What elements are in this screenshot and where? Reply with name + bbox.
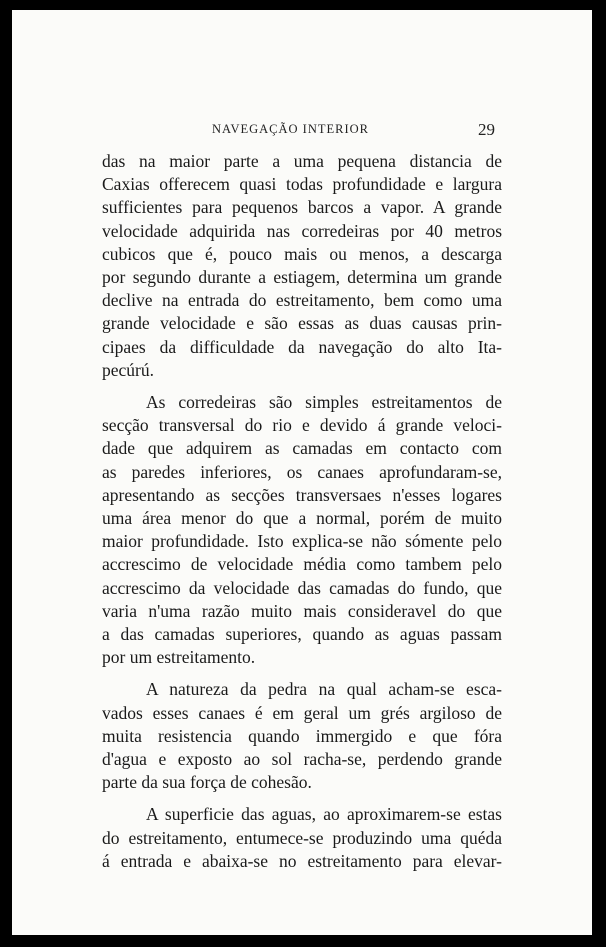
text-line: secção transversal do rio e devido á grande veloci- [102, 415, 502, 436]
text-line: á entrada e abaixa-se no estreitamento para elevar- [102, 850, 502, 871]
text-line: das na maior parte a uma pequena distancia de [102, 151, 502, 171]
text-line: do estreitamento, entumece-se produzindo uma quéda [102, 827, 502, 848]
text-line: velocidade adquirida nas corredeiras por 40 metros [102, 220, 502, 241]
text-line: cubicos que é, pouco mais ou menos, a descarga [102, 243, 502, 264]
body-text [102, 150, 502, 873]
text-line: As corredeiras são simples estreitamentos de [146, 392, 502, 413]
text-line: accrescimo de velocidade média como tambem pelo [102, 554, 502, 575]
text-line: accrescimo da velocidade das camadas do fundo, que [102, 577, 502, 598]
book-page [12, 10, 592, 935]
text-line: por segundo durante a estiagem, determina um grande [102, 267, 502, 288]
text-line: A superficie das aguas, ao aproximarem-se estas [146, 804, 502, 825]
paragraph [102, 391, 502, 669]
text-line: Caxias offerecem quasi todas profundidade e largura [102, 174, 502, 195]
text-line: maior profundidade. Isto explica-se não sómente pelo [102, 531, 502, 552]
text-line: varia n'uma razão muito mais consideravel do que [102, 600, 502, 621]
text-line: sufficientes para pequenos barcos a vapor. A grande [102, 197, 502, 218]
text-line: pecúrú. [102, 359, 154, 380]
text-line: parte da sua força de cohesão. [102, 772, 312, 793]
text-line: apresentando as secções transversaes n'esses logares [102, 484, 502, 505]
text-line: uma área menor do que a normal, porém de muito [102, 508, 502, 529]
text-line: por um estreitamento. [102, 647, 256, 668]
text-line: A natureza da pedra na qual acham-se esca- [146, 679, 502, 700]
page-number: 29 [478, 120, 495, 139]
text-line: a das camadas superiores, quando as aguas passam [102, 624, 502, 645]
running-title: NAVEGAÇÃO INTERIOR [212, 122, 370, 136]
paragraph [102, 678, 502, 794]
paragraph [102, 803, 502, 873]
text-line: muita resistencia quando immergido e que fóra [102, 725, 502, 746]
text-line: declive na entrada do estreitamento, bem como uma [102, 290, 502, 311]
text-line: grande velocidade e são essas as duas causas prin- [102, 313, 502, 334]
text-line: as paredes inferiores, os canaes aprofundaram-se, [102, 461, 502, 482]
text-line: vados esses canaes é em geral um grés argiloso de [102, 702, 502, 723]
paragraph [102, 150, 502, 382]
text-line: dade que adquirem as camadas em contacto com [102, 438, 502, 459]
page-header [12, 122, 592, 144]
text-line: d'agua e exposto ao sol racha-se, perdendo grande [102, 749, 502, 770]
text-line: cipaes da difficuldade da navegação do alto Ita- [102, 336, 502, 357]
